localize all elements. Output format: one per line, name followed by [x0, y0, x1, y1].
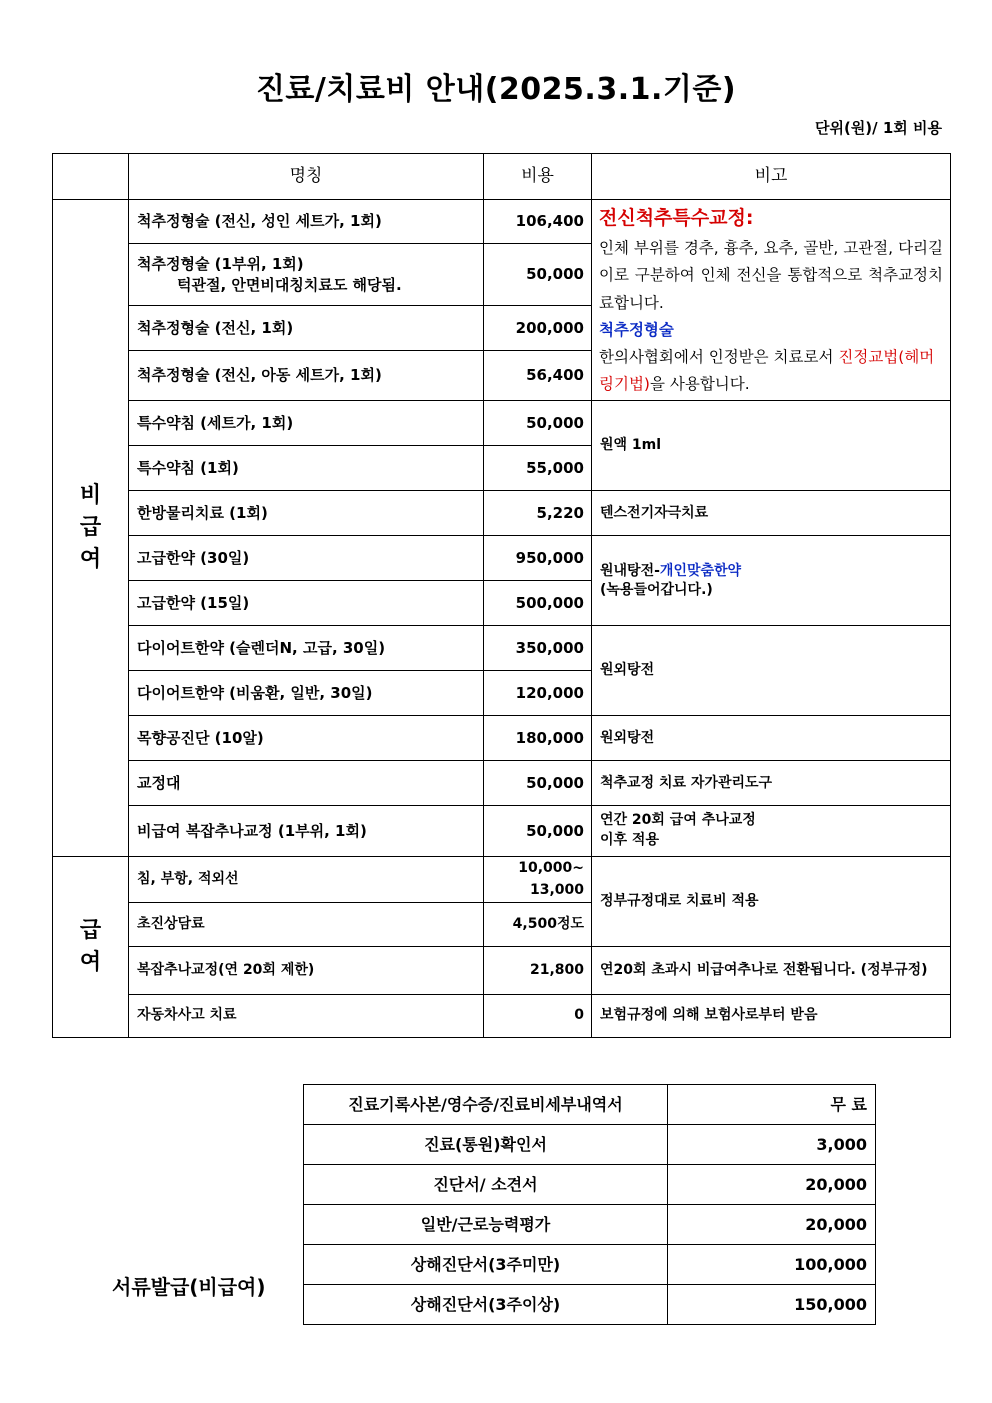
note-spine-body: 한의사협회에서 인정받은 치료로서 진정교법(헤머링기법)을 사용합니다. [599, 347, 935, 393]
note-acupuncture: 원액 1ml [592, 401, 951, 491]
item-cost: 180,000 [484, 716, 592, 761]
item-name: 고급한약 (15일) [129, 581, 484, 626]
item-cost: 4,500정도 [484, 902, 592, 946]
item-cost: 950,000 [484, 536, 592, 581]
doc-price: 3,000 [668, 1125, 876, 1165]
item-name: 복잡추나교정(연 20회 제한) [129, 946, 484, 994]
doc-name: 진단서/ 소견서 [304, 1165, 668, 1205]
item-cost: 56,400 [484, 351, 592, 401]
doc-price: 150,000 [668, 1285, 876, 1325]
document-fee-table [303, 1084, 876, 1325]
category-noncovered: 비 급 여 [53, 200, 129, 857]
doc-price: 20,000 [668, 1205, 876, 1245]
doc-price: 20,000 [668, 1165, 876, 1205]
note-complex-chuna: 연간 20회 급여 추나교정 이후 적용 [592, 806, 951, 857]
table-row [53, 994, 951, 1037]
table-row [53, 200, 951, 244]
table-row [53, 946, 951, 994]
page-title: 진료/치료비 안내(2025.3.1.기준) [255, 72, 737, 107]
item-cost: 50,000 [484, 401, 592, 446]
item-cost: 50,000 [484, 806, 592, 857]
item-cost: 50,000 [484, 244, 592, 306]
doc-name: 일반/근로능력평가 [304, 1205, 668, 1245]
item-cost: 106,400 [484, 200, 592, 244]
category-covered: 급 여 [53, 857, 129, 1038]
table-row [53, 761, 951, 806]
header-name: 명칭 [129, 154, 484, 200]
table-row [53, 401, 951, 446]
table-row [53, 806, 951, 857]
note-complex-covered: 연20회 초과시 비급여추나로 전환됩니다. (정부규정) [592, 946, 951, 994]
item-name: 척추정형술 (1부위, 1회) 턱관절, 안면비대칭치료도 해당됨. [129, 244, 484, 306]
table-row [304, 1245, 876, 1285]
item-name: 척추정형술 (전신, 1회) [129, 306, 484, 351]
note-mokhyang: 원외탕전 [592, 716, 951, 761]
item-cost: 5,220 [484, 491, 592, 536]
doc-name: 진료(통원)확인서 [304, 1125, 668, 1165]
item-name: 고급한약 (30일) [129, 536, 484, 581]
item-name: 자동차사고 치료 [129, 994, 484, 1037]
table-row [53, 626, 951, 671]
item-cost: 200,000 [484, 306, 592, 351]
header-cost: 비용 [484, 154, 592, 200]
note-chuna-title: 전신척추특수교정: [599, 207, 754, 229]
table-row [304, 1085, 876, 1125]
doc-name: 진료기록사본/영수증/진료비세부내역서 [304, 1085, 668, 1125]
item-name: 척추정형술 (전신, 아동 세트가, 1회) [129, 351, 484, 401]
table-row [304, 1165, 876, 1205]
documents-label: 서류발급(비급여) [112, 1275, 266, 1299]
note-diet: 원외탕전 [592, 626, 951, 716]
item-name: 목향공진단 (10알) [129, 716, 484, 761]
item-cost: 120,000 [484, 671, 592, 716]
table-row [53, 536, 951, 581]
item-name: 초진상담료 [129, 902, 484, 946]
item-cost: 500,000 [484, 581, 592, 626]
item-cost: 55,000 [484, 446, 592, 491]
note-physio: 텐스전기자극치료 [592, 491, 951, 536]
item-name: 한방물리치료 (1회) [129, 491, 484, 536]
item-name: 비급여 복잡추나교정 (1부위, 1회) [129, 806, 484, 857]
item-name: 침, 부항, 적외선 [129, 857, 484, 903]
item-name: 다이어트한약 (비움환, 일반, 30일) [129, 671, 484, 716]
note-spine-title: 척추정형술 [599, 320, 674, 339]
note-brace: 척추교정 치료 자가관리도구 [592, 761, 951, 806]
fee-table [52, 153, 951, 1038]
doc-price: 무 료 [668, 1085, 876, 1125]
item-cost: 10,000~ 13,000 [484, 857, 592, 903]
note-car: 보험규정에 의해 보험사로부터 받음 [592, 994, 951, 1037]
item-cost: 21,800 [484, 946, 592, 994]
doc-name: 상해진단서(3주미만) [304, 1245, 668, 1285]
table-row [304, 1285, 876, 1325]
table-row [53, 716, 951, 761]
table-row [304, 1125, 876, 1165]
item-name: 특수약침 (세트가, 1회) [129, 401, 484, 446]
table-header-row [53, 154, 951, 200]
note-chuna-body: 인체 부위를 경추, 흉추, 요추, 골반, 고관절, 다리길이로 구분하여 인체 전신을 통합적으로 척추교정치료합니다. [599, 239, 943, 312]
unit-note: 단위(원)/ 1회 비용 [814, 119, 942, 137]
item-name: 척추정형술 (전신, 성인 세트가, 1회) [129, 200, 484, 244]
item-name: 교정대 [129, 761, 484, 806]
table-row [53, 857, 951, 903]
note-herbal: 원내탕전-개인맞춤한약 (녹용들어갑니다.) [592, 536, 951, 626]
table-row [304, 1205, 876, 1245]
item-name: 다이어트한약 (슬렌더N, 고급, 30일) [129, 626, 484, 671]
item-cost: 350,000 [484, 626, 592, 671]
header-note: 비고 [592, 154, 951, 200]
table-row [53, 491, 951, 536]
note-spine-correction [592, 200, 951, 401]
item-name: 특수약침 (1회) [129, 446, 484, 491]
header-blank-cell [53, 154, 129, 200]
item-cost: 50,000 [484, 761, 592, 806]
doc-name: 상해진단서(3주이상) [304, 1285, 668, 1325]
note-gov: 정부규정대로 치료비 적용 [592, 857, 951, 947]
item-cost: 0 [484, 994, 592, 1037]
doc-price: 100,000 [668, 1245, 876, 1285]
